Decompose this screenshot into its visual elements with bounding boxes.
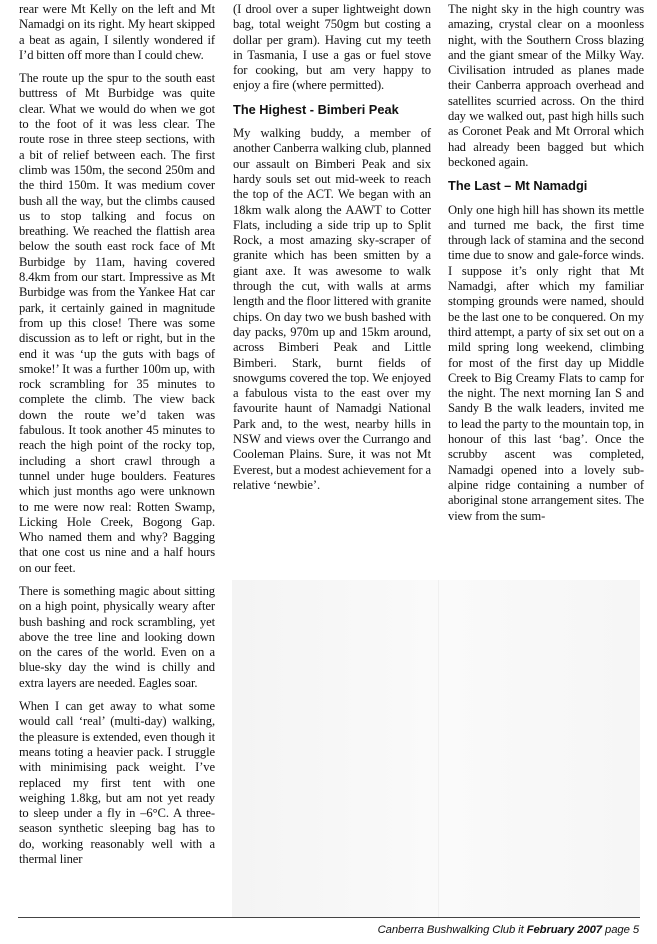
paragraph: When I can get away to what some would call ‘real’ (multi-day) walking, the pleasure is extended, even though it means toting a heavier pack. I struggle with minimising pack weight. I’ve replaced my first tent with one weighing 1.8kg, but am not yet ready to sleep under a fly in –6°C. A three-season synthetic sleeping bag has to do, working reasonably well with a thermal liner (19, 699, 215, 867)
page-footer (378, 924, 639, 936)
section-heading-namadgi: The Last – Mt Namadgi (448, 178, 588, 194)
divider (438, 580, 439, 918)
paragraph: The route up the spur to the south east buttress of Mt Burbidge was quite clear. What we would do when we got to the foot of it was less clear. The route rose in three steep sections, with a bit of relief between each. The first climb was 150m, the second 250m and the third 150m. It was medium cover bush all the way, but the climbs caused us to stop talking and focus on breathing. We reached the flattish area below the south east rock face of Mt Burbidge by 11am, having covered 8.4km from our start. Impressive as Mt Burbidge was from the Yankee Hat car park, it certainly gained in magnitude from up this close! There was some discussion as to left or right, but in the end it was ‘up the guts with bags of smoke!’ It was a further 100m up, with rock scrambling for 35 minutes to complete the climb. The view back down the route we’d taken was fabulous. It took another 45 minutes to reach the high point of the rocky top, including a short crawl through a tunnel under huge boulders. Features which just months ago were unknown to me were now real: Rotten Swamp, Licking Hole Creek, Bogong Gap. Who named them and why? Bagging that one cost us nine and a half hours on our feet. (19, 71, 215, 575)
paragraph: (I drool over a super lightweight down bag, total weight 750gm but costing a dollar per gram). Having cut my teeth in Tasmania, I use a gas or fuel stove for cooking, but am very happy to enjoy a fire (where permitted). (233, 2, 431, 93)
footer-issue: February 2007 (526, 924, 602, 936)
paragraph: There is something magic about sitting on a high point, physically weary after bush bashing and rock scrambling, yet above the tree line and looking down on the cares of the world. Even on a blue-sky day the wind is chilly and extra layers are needed. Eagles soar. (19, 583, 215, 690)
paragraph: Only one high hill has shown its mettle and turned me back, the first time through lack of stamina and the second time due to snow and gale-force winds. I suppose it’s only right that Mt Namadgi, after which my familiar stomping grounds were named, should be the last one to be conquered. On my third attempt, a party of six set out on a mild spring long weekend, climbing for most of the first day up Middle Creek to Big Creamy Flats to camp for the night. The next morning Ian S and Sandy B the walk leaders, invited me to lead the party to the mountain top, in honour of this last ‘bag’. Once the scrubby ascent was completed, Namadgi opened into a lovely sub-alpine ridge containing a number of aboriginal stone arrangement sites. The view from the sum- (448, 202, 644, 523)
article-column-2 (233, 2, 431, 501)
section-heading-bimberi: The Highest - Bimberi Peak (233, 101, 399, 117)
article-column-1 (19, 2, 215, 875)
footer-rule (18, 917, 640, 918)
article-column-3 (448, 2, 644, 532)
footer-page-number: page 5 (605, 924, 639, 936)
paragraph: My walking buddy, a member of another Canberra walking club, planned our assault on Bimberi Peak and six hardy souls set out mid-week to reach the top of the ACT. We began with an 18km walk along the AAWT to Cotter Flats, including a side trip up to Split Rock, a most amazing sky-scraper of granite which has been smitten by a giant axe. It was awesome to walk through the cut, with walls at arms length and the floor littered with granite chips. On day two we bush bashed with day packs, 970m up and 15km around, across Bimberi Peak and Little Bimberi. Stark, burnt fields of snowgums covered the top. We enjoyed a fabulous vista to the east over my favourite haunt of Namadgi National Park and, to the west, nearby hills in NSW and views over the Currango and Cooleman Plains. Sure, it was not Mt Everest, but a modest achievement for a relative ‘newbie’. (233, 126, 431, 492)
footer-publication: Canberra Bushwalking Club it (377, 924, 524, 936)
paragraph: The night sky in the high country was amazing, crystal clear on a moonless night, with the Southern Cross blazing and the giant smear of the Milky Way. Civilisation intruded as planes made their Canberra approach overhead and satellites scurried across. On the third day we walked out, past high hills such as Coronet Peak and Mt Orroral which had already been bagged but which beckoned again. (448, 2, 644, 169)
blank-image-placeholder (232, 580, 640, 918)
paragraph: rear were Mt Kelly on the left and Mt Namadgi on its right. My heart skipped a beat as again, I silently wondered if I’d bitten off more than I could chew. (19, 2, 215, 62)
